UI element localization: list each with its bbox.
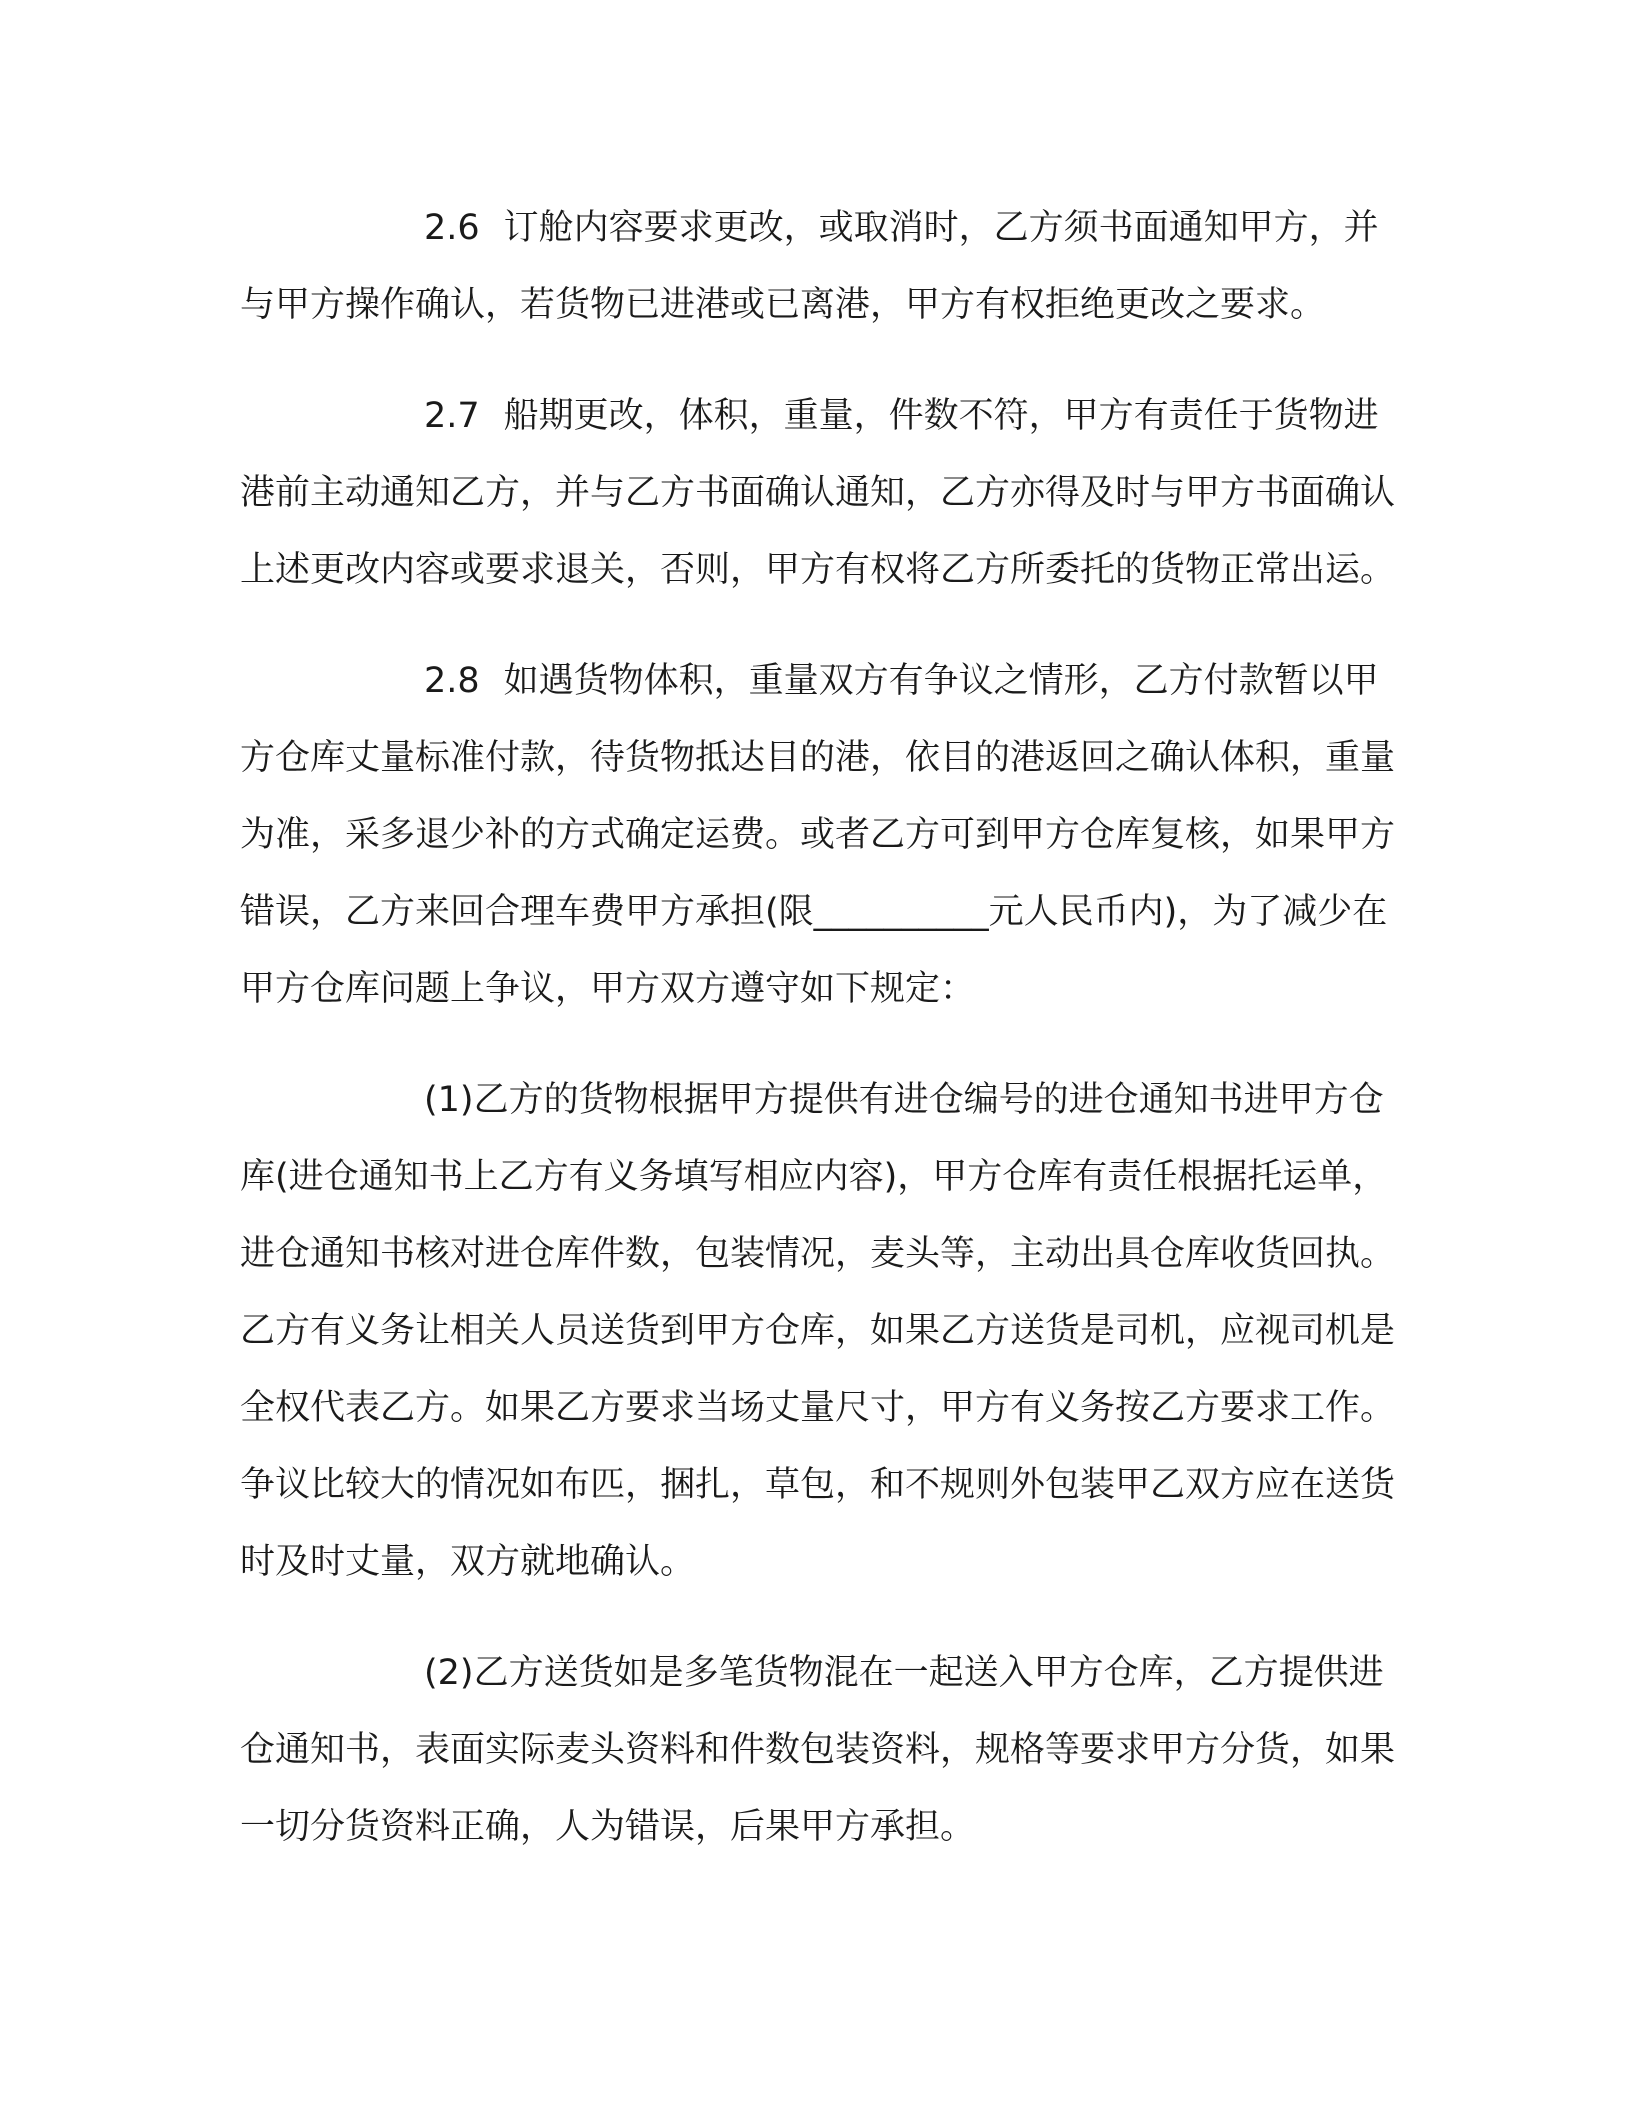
clause-number: 2.7 [424, 396, 480, 436]
sub-clause-1 [240, 1062, 1410, 1601]
clause-text: 船期更改，体积，重量，件数不符，甲方有责任于货物进港前主动通知乙方，并与乙方书面确认通知，乙方亦得及时与甲方书面确认上述更改内容或要求退关，否则，甲方有权将乙方所委托的货物正常出运。 [240, 396, 1396, 590]
sub-clause-2 [240, 1635, 1410, 1866]
clause-2-7 [240, 378, 1410, 609]
clause-number: 2.8 [424, 661, 480, 701]
clause-number: (1) [424, 1080, 474, 1120]
clause-2-6 [240, 190, 1410, 344]
clause-text: 如遇货物体积，重量双方有争议之情形，乙方付款暂以甲方仓库丈量标准付款，待货物抵达目的港，依目的港返回之确认体积，重量为准，采多退少补的方式确定运费。或者乙方可到甲方仓库复核，如果甲方错误，乙方来回合理车费甲方承担(限__________元人民币内)，为了减少在甲方仓库问题上争议，甲方双方遵守如下规定： [240, 661, 1396, 1009]
document-page [240, 190, 1410, 1900]
clause-text: 乙方送货如是多笔货物混在一起送入甲方仓库，乙方提供进仓通知书，表面实际麦头资料和件数包装资料，规格等要求甲方分货，如果一切分货资料正确，人为错误，后果甲方承担。 [240, 1653, 1396, 1847]
clause-text: 乙方的货物根据甲方提供有进仓编号的进仓通知书进甲方仓库(进仓通知书上乙方有义务填写相应内容)，甲方仓库有责任根据托运单，进仓通知书核对进仓库件数，包装情况，麦头等，主动出具仓库收货回执。乙方有义务让相关人员送货到甲方仓库，如果乙方送货是司机，应视司机是全权代表乙方。如果乙方要求当场丈量尺寸，甲方有义务按乙方要求工作。争议比较大的情况如布匹，捆扎，草包，和不规则外包装甲乙双方应在送货时及时丈量，双方就地确认。 [240, 1080, 1396, 1582]
clause-text: 订舱内容要求更改，或取消时，乙方须书面通知甲方，并与甲方操作确认，若货物已进港或已离港，甲方有权拒绝更改之要求。 [240, 208, 1379, 325]
clause-2-8 [240, 643, 1410, 1028]
clause-number: (2) [424, 1653, 474, 1693]
clause-number: 2.6 [424, 208, 480, 248]
